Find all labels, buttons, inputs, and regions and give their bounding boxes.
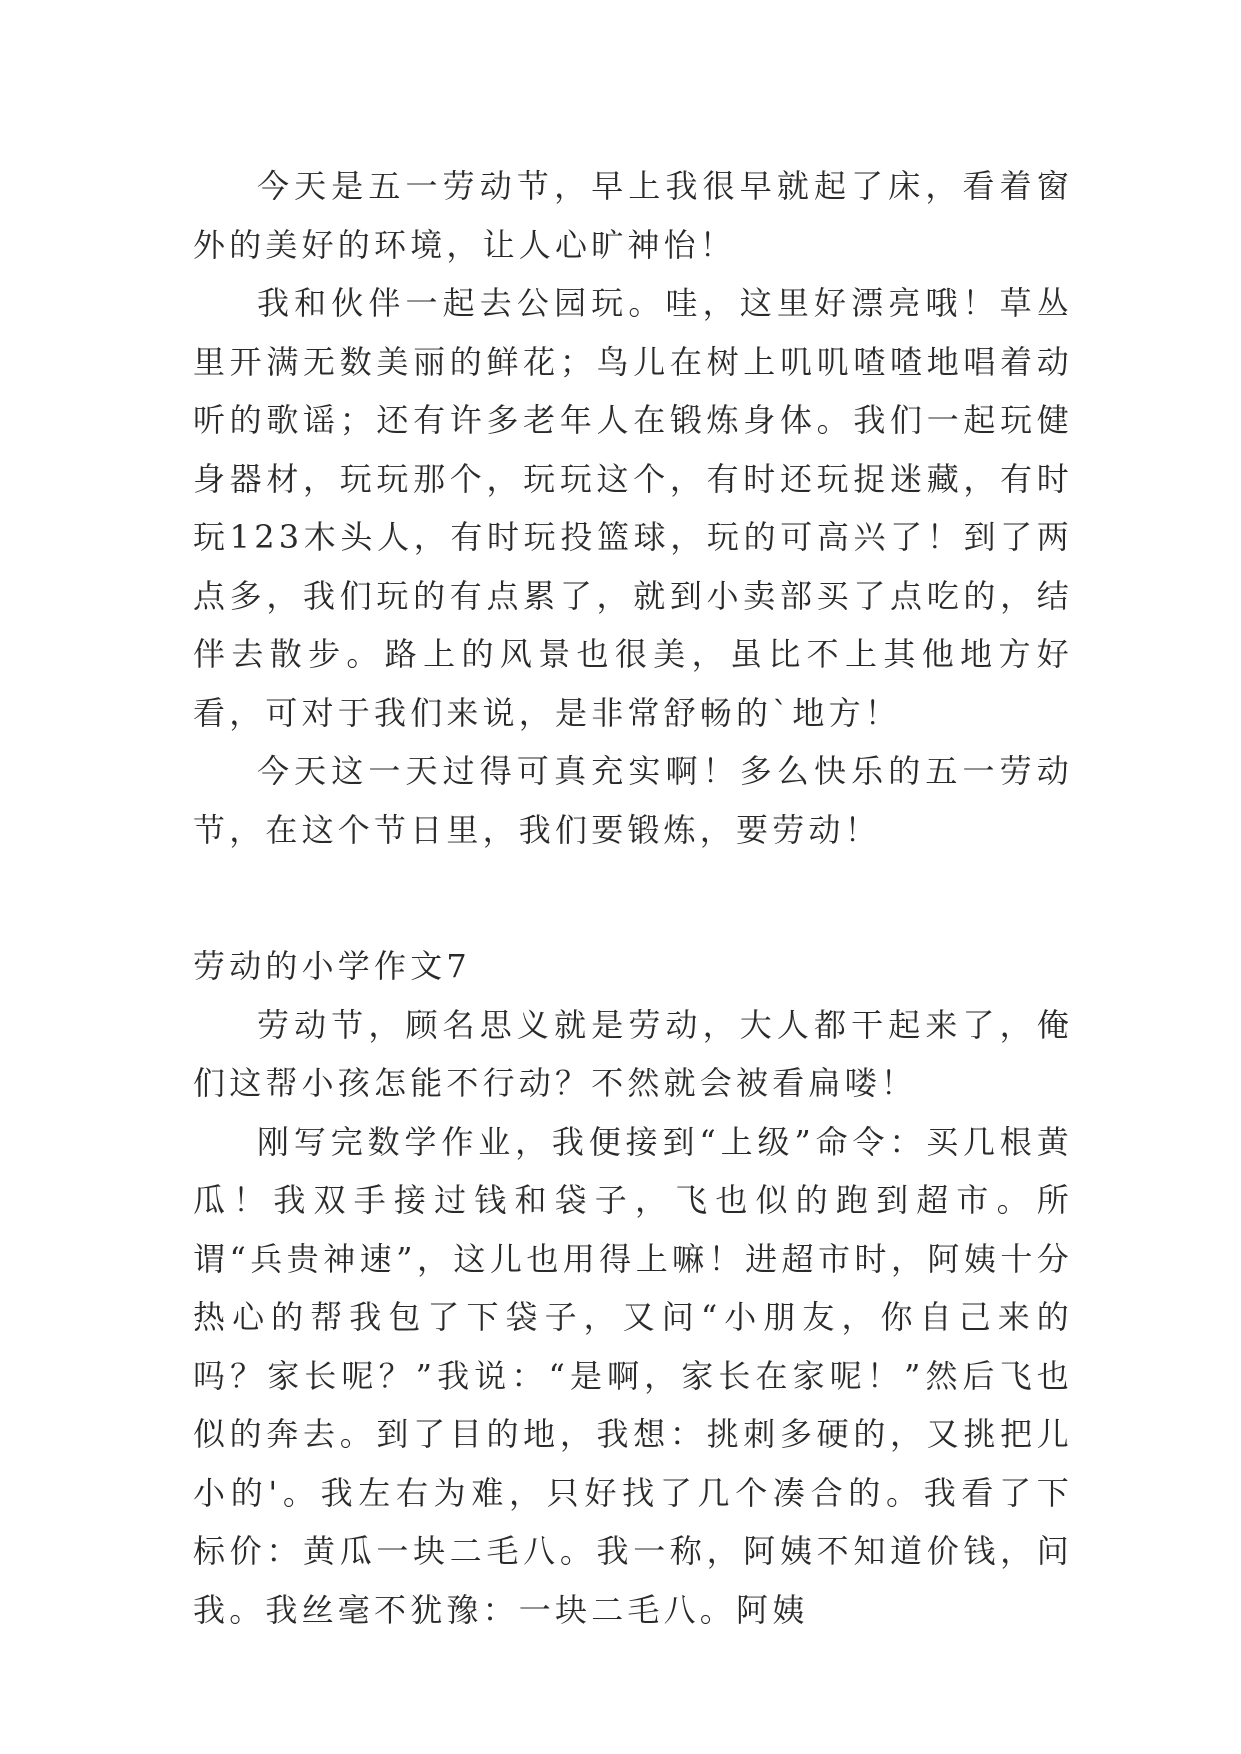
paragraph-buying-cucumbers: 刚写完数学作业，我便接到“上级”命令：买几根黄瓜！我双手接过钱和袋子，飞也似的跑到超市。所谓“兵贵神速”，这儿也用得上嘛！进超市时，阿姨十分热心的帮我包了下袋子，又问“小朋友，你自己来的吗？家长呢？”我说：“是啊，家长在家呢！”然后飞也似的奔去。到了目的地，我想：挑刺多硬的，又挑把儿小的'。我左右为难，只好找了几个凑合的。我看了下标价：黄瓜一块二毛八。我一称，阿姨不知道价钱，问我。我丝毫不犹豫：一块二毛八。阿姨 — [193, 1122, 1073, 1629]
document-body — [193, 157, 1073, 1639]
section-gap — [193, 859, 1073, 937]
paragraph-labor-day-intro: 劳动节，顾名思义就是劳动，大人都干起来了，俺们这帮小孩怎能不行动？不然就会被看扁喽！ — [193, 1005, 1073, 1102]
paragraph-park-visit: 我和伙伴一起去公园玩。哇，这里好漂亮哦！草丛里开满无数美丽的鲜花；鸟儿在树上叽叽喳喳地唱着动听的歌谣；还有许多老年人在锻炼身体。我们一起玩健身器材，玩玩那个，玩玩这个，有时还玩捉迷藏，有时玩123木头人，有时玩投篮球，玩的可高兴了！到了两点多，我们玩的有点累了，就到小卖部买了点吃的，结伴去散步。路上的风景也很美，虽比不上其他地方好看，可对于我们来说，是非常舒畅的`地方！ — [193, 284, 1073, 732]
paragraph-day-summary: 今天这一天过得可真充实啊！多么快乐的五一劳动节，在这个节日里，我们要锻炼，要劳动！ — [193, 752, 1073, 849]
essay-heading: 劳动的小学作文7 — [193, 947, 471, 985]
paragraph-holiday-morning: 今天是五一劳动节，早上我很早就起了床，看着窗外的美好的环境，让人心旷神怡！ — [193, 167, 1073, 264]
